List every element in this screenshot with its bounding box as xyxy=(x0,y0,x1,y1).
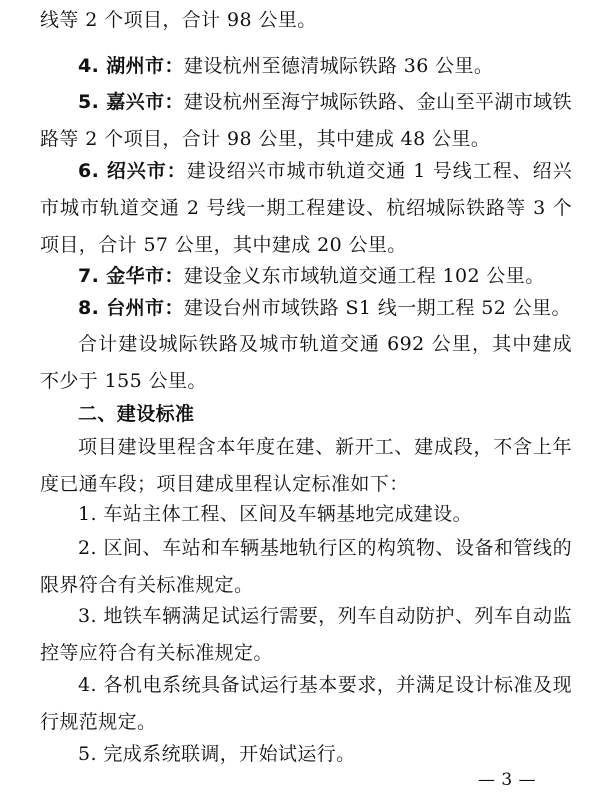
city-text-jinhua: 建设金义东市域轨道交通工程 102 公里。 xyxy=(183,265,545,287)
standard-item-5: 5. 完成系统联调，开始试运行。 xyxy=(78,743,356,765)
city-text-shaoxing: 建设绍兴市城市轨道交通 1 号线工程、绍兴市城市轨道交通 2 号线一期工程建设、杭绍城际铁路等 3 个项目，合计 57 公里，其中建成 20 公里。 xyxy=(40,160,572,256)
paragraph-huzhou xyxy=(40,48,572,85)
standard-item-4: 4. 各机电系统具备试运行基本要求，并满足设计标准及现行规范规定。 xyxy=(40,674,572,733)
standard-item-1: 1. 车站主体工程、区间及车辆基地完成建设。 xyxy=(78,503,472,525)
paragraph-shaoxing xyxy=(40,153,572,264)
paragraph-taizhou xyxy=(40,290,572,327)
city-label-taizhou: 8. 台州市： xyxy=(78,297,184,319)
paragraph-continuation: 线等 2 个项目，合计 98 公里。 xyxy=(40,9,317,31)
paragraph-jiaxing xyxy=(40,84,572,158)
city-text-jiaxing: 建设杭州至海宁城际铁路、金山至平湖市域铁路等 2 个项目，合计 98 公里，其中建成 48 公里。 xyxy=(40,91,572,150)
page-number: — 3 — xyxy=(478,770,537,790)
city-label-shaoxing: 6. 绍兴市： xyxy=(78,160,187,182)
paragraph-intro: 项目建设里程含本年度在建、新开工、建成段，不含上年度已通车段；项目建成里程认定标准如下： xyxy=(40,436,572,495)
standard-item-3: 3. 地铁车辆满足试运行需要，列车自动防护、列车自动监控等应符合有关标准规定。 xyxy=(40,605,572,664)
city-label-huzhou: 4. 湖州市： xyxy=(78,55,184,77)
city-text-huzhou: 建设杭州至德清城际铁路 36 公里。 xyxy=(183,55,494,77)
section-heading: 二、建设标准 xyxy=(78,403,195,425)
city-label-jinhua: 7. 金华市： xyxy=(78,265,184,287)
paragraph-total: 合计建设城际铁路及城市轨道交通 692 公里，其中建成不少于 155 公里。 xyxy=(40,333,572,392)
city-label-jiaxing: 5. 嘉兴市： xyxy=(78,91,184,113)
city-text-taizhou: 建设台州市域铁路 S1 线一期工程 52 公里。 xyxy=(183,297,571,319)
standard-item-2: 2. 区间、车站和车辆基地轨行区的构筑物、设备和管线的限界符合有关标准规定。 xyxy=(40,537,572,596)
